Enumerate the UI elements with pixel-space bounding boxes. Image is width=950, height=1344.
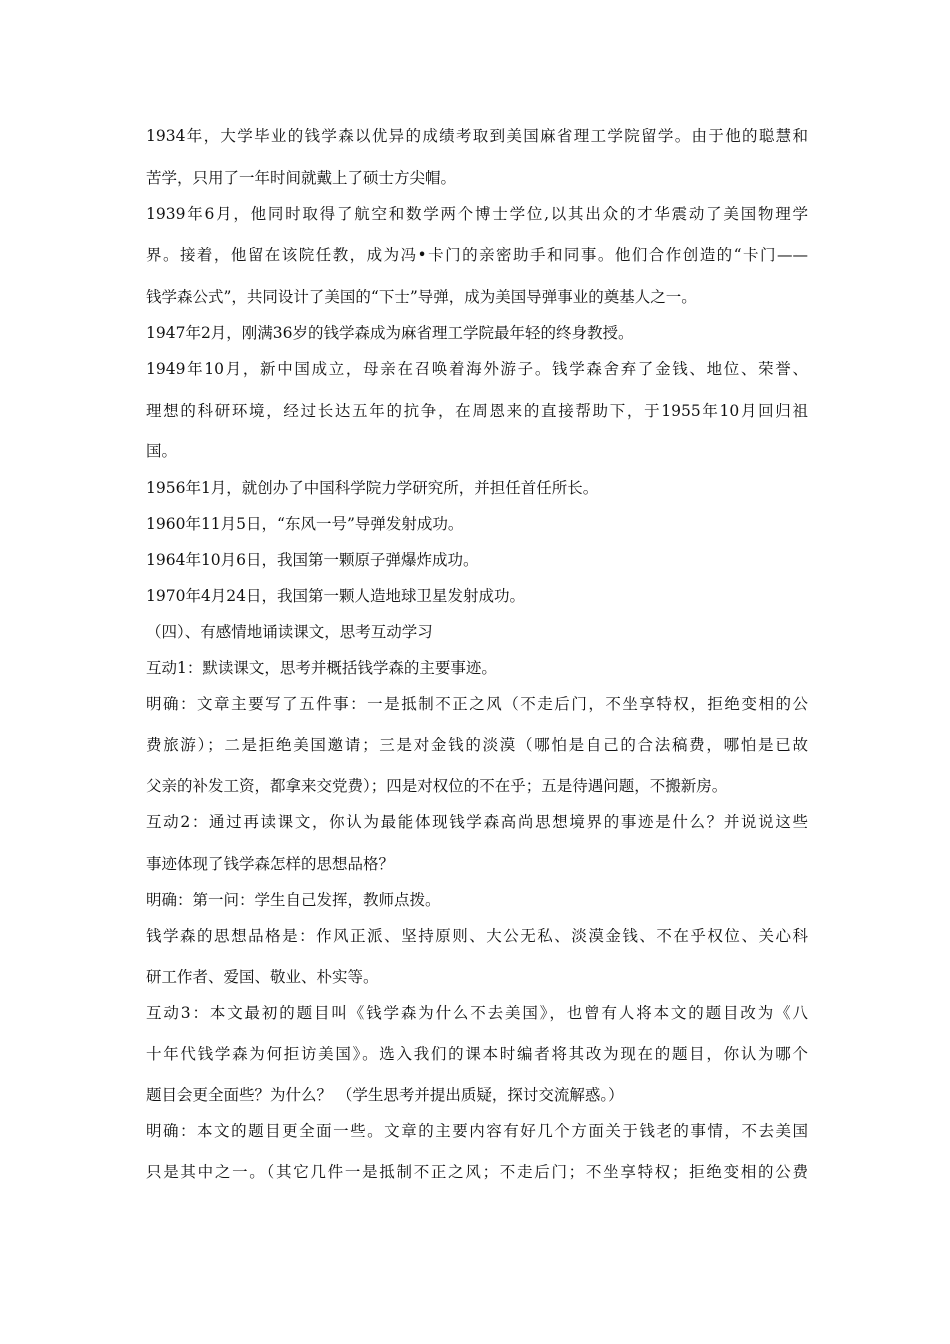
text-line-answer-3: 明确：本文的题目更全面一些。文章的主要内容有好几个方面关于钱老的事情，不去美国: [146, 1122, 808, 1140]
text-line-answer-2: 明确：第一问：学生自己发挥，教师点拨。: [146, 891, 441, 909]
text-line-1947: 1947年2月，刚满36岁的钱学森成为麻省理工学院最年轻的终身教授。: [146, 324, 634, 342]
text-line-1960: 1960年11月5日，“东风一号”导弹发射成功。: [146, 515, 464, 533]
text-line-1964: 1964年10月6日，我国第一颗原子弹爆炸成功。: [146, 551, 479, 569]
text-line-1934: 1934年，大学毕业的钱学森以优异的成绩考取到美国麻省理工学院留学。由于他的聪慧和: [146, 127, 808, 145]
text-line-character: 钱学森的思想品格是：作风正派、坚持原则、大公无私、淡漠金钱、不在乎权位、关心科: [146, 927, 808, 945]
text-line-interaction-3-cont-2: 题目会更全面些？为什么？ （学生思考并提出质疑，探讨交流解惑。）: [146, 1086, 624, 1104]
text-line-1939: 1939年6月，他同时取得了航空和数学两个博士学位,以其出众的才华震动了美国物理学: [146, 205, 808, 223]
text-line-interaction-3-cont-1: 十年代钱学森为何拒访美国》。选入我们的课本时编者将其改为现在的题目，你认为哪个: [146, 1045, 808, 1063]
text-line-answer-3-cont: 只是其中之一。（其它几件一是抵制不正之风；不走后门；不坐享特权；拒绝变相的公费: [146, 1163, 808, 1181]
text-line-1949-cont-2: 国。: [146, 442, 178, 460]
text-line-1949: 1949年10月，新中国成立，母亲在召唤着海外游子。钱学森舍弃了金钱、地位、荣誉、: [146, 360, 808, 378]
text-line-interaction-3: 互动3：本文最初的题目叫《钱学森为什么不去美国》，也曾有人将本文的题目改为《八: [146, 1004, 808, 1022]
text-line-answer-1-cont-2: 父亲的补发工资，都拿来交党费）；四是对权位的不在乎；五是待遇问题，不搬新房。: [146, 777, 728, 795]
text-line-character-cont: 研工作者、爱国、敬业、朴实等。: [146, 968, 379, 986]
section-heading: （四）、有感情地诵读课文，思考互动学习: [146, 623, 433, 641]
text-line-answer-1-cont-1: 费旅游）；二是拒绝美国邀请；三是对金钱的淡漠（哪怕是自己的合法稿费，哪怕是已故: [146, 736, 808, 754]
text-line-1949-cont-1: 理想的科研环境，经过长达五年的抗争，在周恩来的直接帮助下，于1955年10月回归祖: [146, 402, 808, 420]
text-line-1939-cont-1: 界。接着，他留在该院任教，成为冯•卡门的亲密助手和同事。他们合作创造的“卡门——: [146, 246, 808, 264]
text-line-answer-1: 明确：文章主要写了五件事：一是抵制不正之风（不走后门，不坐享特权，拒绝变相的公: [146, 695, 808, 713]
text-line-1934-cont: 苦学，只用了一年时间就戴上了硕士方尖帽。: [146, 169, 457, 187]
text-line-1970: 1970年4月24日，我国第一颗人造地球卫星发射成功。: [146, 587, 526, 605]
text-line-interaction-2-cont: 事迹体现了钱学森怎样的思想品格？: [146, 855, 395, 873]
text-line-interaction-2: 互动2：通过再读课文，你认为最能体现钱学森高尚思想境界的事迹是什么？并说说这些: [146, 813, 808, 831]
text-line-1956: 1956年1月，就创办了中国科学院力学研究所，并担任首任所长。: [146, 479, 599, 497]
text-line-interaction-1: 互动1：默读课文，思考并概括钱学森的主要事迹。: [146, 659, 497, 677]
text-line-1939-cont-2: 钱学森公式”，共同设计了美国的“下士”导弹，成为美国导弹事业的奠基人之一。: [146, 288, 697, 306]
